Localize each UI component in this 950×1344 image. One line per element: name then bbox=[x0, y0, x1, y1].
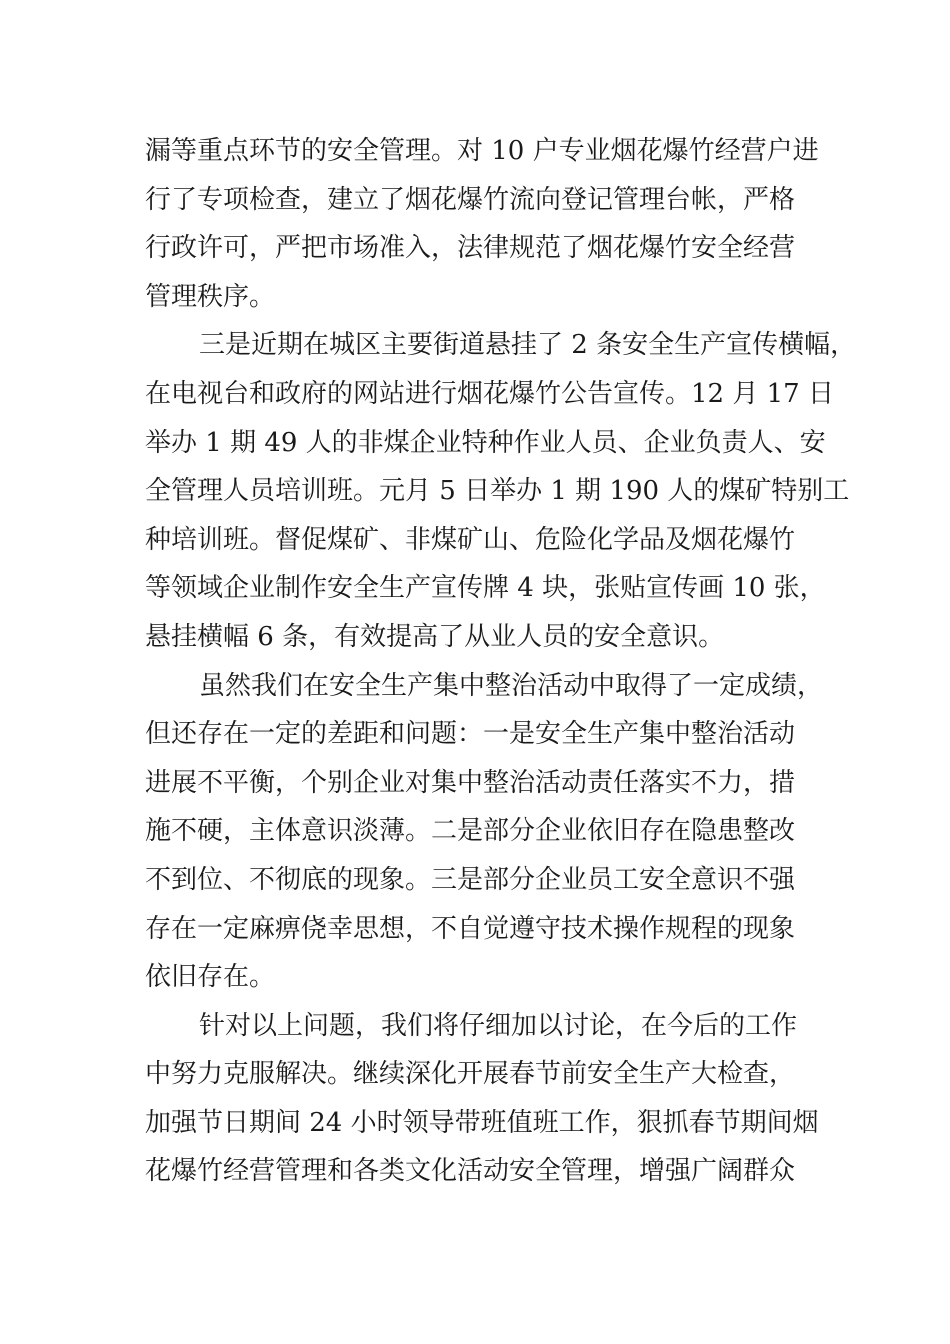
text-line: 虽然我们在安全生产集中整治活动中取得了一定成绩， bbox=[199, 670, 824, 701]
paragraph-3 bbox=[145, 662, 825, 1002]
text-line: 悬挂横幅 6 条，有效提高了从业人员的安全意识。 bbox=[145, 621, 725, 652]
text-line: 施不硬，主体意识淡薄。二是部分企业依旧存在隐患整改 bbox=[145, 816, 796, 847]
text-line: 管理秩序。 bbox=[145, 281, 276, 312]
paragraph-4 bbox=[145, 1002, 825, 1196]
text-line: 种培训班。督促煤矿、非煤矿山、危险化学品及烟花爆竹 bbox=[145, 524, 796, 555]
paragraph-1 bbox=[145, 127, 825, 321]
text-line: 在电视台和政府的网站进行烟花爆竹公告宣传。12 月 17 日 bbox=[145, 378, 834, 409]
text-line: 漏等重点环节的安全管理。对 10 户专业烟花爆竹经营户进 bbox=[145, 136, 819, 166]
document-body bbox=[145, 127, 857, 1196]
text-line: 行政许可，严把市场准入，法律规范了烟花爆竹安全经营 bbox=[145, 233, 796, 264]
text-line: 中努力克服解决。继续深化开展春节前安全生产大检查， bbox=[145, 1059, 796, 1090]
text-line: 加强节日期间 24 小时领导带班值班工作，狠抓春节期间烟 bbox=[145, 1107, 819, 1138]
text-line: 三是近期在城区主要街道悬挂了 2 条安全生产宣传横幅， bbox=[199, 330, 857, 361]
text-line: 行了专项检查，建立了烟花爆竹流向登记管理台帐，严格 bbox=[145, 184, 796, 215]
paragraph-2 bbox=[145, 321, 857, 661]
text-line: 存在一定麻痹侥幸思想，不自觉遵守技术操作规程的现象 bbox=[145, 913, 796, 944]
text-line: 举办 1 期 49 人的非煤企业特种作业人员、企业负责人、安 bbox=[145, 427, 826, 458]
text-line: 依旧存在。 bbox=[145, 962, 276, 993]
text-line: 进展不平衡，个别企业对集中整治活动责任落实不力，措 bbox=[145, 767, 796, 798]
text-line: 但还存在一定的差距和问题：一是安全生产集中整治活动 bbox=[145, 719, 796, 750]
text-line: 全管理人员培训班。元月 5 日举办 1 期 190 人的煤矿特别工 bbox=[145, 476, 850, 507]
text-line: 不到位、不彻底的现象。三是部分企业员工安全意识不强 bbox=[145, 864, 796, 895]
text-line: 针对以上问题，我们将仔细加以讨论，在今后的工作 bbox=[199, 1010, 798, 1041]
text-line: 等领域企业制作安全生产宣传牌 4 块，张贴宣传画 10 张， bbox=[145, 573, 826, 604]
text-line: 花爆竹经营管理和各类文化活动安全管理，增强广阔群众 bbox=[145, 1156, 796, 1187]
